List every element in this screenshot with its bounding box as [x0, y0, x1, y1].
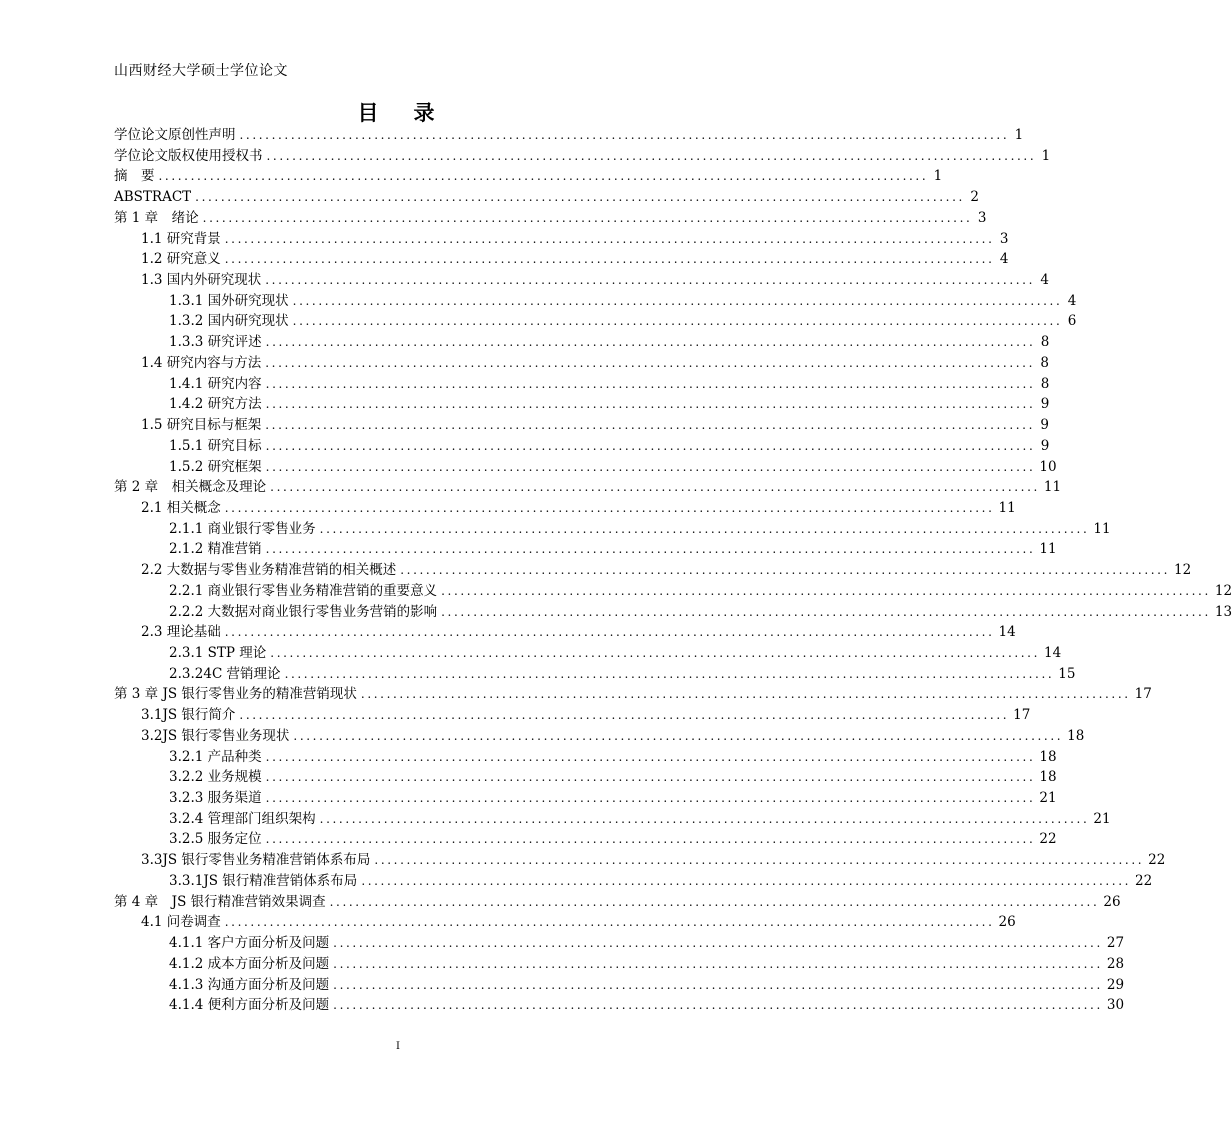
toc-dot-leader: ........................................................................................................................: [333, 956, 1103, 971]
toc-entry[interactable]: [141, 498, 1016, 519]
toc-entry-title: 1.5.2 研究框架: [169, 458, 262, 475]
toc-page-number: 4: [999, 251, 1009, 268]
toc-dot-leader: ........................................................................................................................: [292, 293, 1063, 308]
toc-entry[interactable]: [141, 415, 1049, 436]
toc-entry-title: 2.3 理论基础: [141, 624, 221, 641]
toc-page-number: 18: [1067, 727, 1085, 744]
toc-entry-title: 1.3.2 国内研究现状: [169, 313, 289, 330]
toc-entry-title: 4.1 问卷调查: [141, 914, 221, 931]
toc-entry-title: 2.1.2 精准营销: [169, 541, 262, 558]
toc-dot-leader: ........................................................................................................................: [265, 355, 1035, 370]
toc-entry[interactable]: [169, 788, 1057, 809]
toc-dot-leader: ........................................................................................................................: [265, 397, 1036, 412]
toc-entry-title: 1.1 研究背景: [141, 230, 221, 247]
toc-page-number: 9: [1040, 396, 1050, 413]
toc-dot-leader: ........................................................................................................................: [265, 832, 1036, 847]
toc-entry[interactable]: [169, 539, 1057, 560]
toc-page-number: 21: [1093, 810, 1111, 827]
toc-entry-title: 2.2.2 大数据对商业银行零售业务营销的影响: [169, 603, 438, 620]
toc-page-number: 1: [933, 168, 943, 185]
toc-entry-title: 3.2JS 银行零售业务现状: [141, 727, 290, 744]
toc-entry-title: 2.2.1 商业银行零售业务精准营销的重要意义: [169, 582, 438, 599]
toc-dot-leader: ........................................................................................................................: [319, 811, 1090, 826]
toc-entry[interactable]: [141, 249, 1009, 270]
toc-entry[interactable]: [169, 457, 1057, 478]
toc-entry[interactable]: [169, 954, 1125, 975]
toc-page-number: 18: [1039, 748, 1057, 765]
toc-page-number: 14: [998, 624, 1016, 641]
toc-dot-leader: ........................................................................................................................: [270, 480, 1040, 495]
toc-entry-title: 3.2.2 业务规模: [169, 769, 262, 786]
toc-page-number: 17: [1134, 686, 1152, 703]
toc-entry-title: 学位论文版权使用授权书: [114, 147, 263, 164]
toc-page-number: 14: [1044, 645, 1062, 661]
toc-entry[interactable]: [141, 622, 1016, 643]
toc-entry[interactable]: [169, 519, 1111, 540]
toc-entry[interactable]: [141, 270, 1049, 291]
toc-entry[interactable]: [114, 477, 1062, 498]
page-number-footer: I: [396, 1041, 400, 1052]
toc-entry-title: 1.5 研究目标与框架: [141, 417, 262, 434]
toc-entry-title: 2.3.1 STP 理论: [169, 645, 267, 661]
toc-page-number: 22: [1039, 831, 1057, 848]
toc-entry[interactable]: [169, 829, 1057, 850]
toc-page-number: 28: [1106, 955, 1125, 972]
toc-entry[interactable]: [169, 664, 1076, 685]
toc-dot-leader: ........................................................................................................................: [441, 604, 1211, 619]
toc-dot-leader: ........................................................................................................................: [266, 148, 1037, 163]
toc-page-number: 8: [1040, 375, 1050, 392]
toc-entry-title: 3.2.1 产品种类: [169, 748, 262, 765]
toc-entry-title: 4.1.3 沟通方面分析及问题: [169, 976, 330, 993]
toc-page-number: 4: [1067, 292, 1077, 309]
toc-page-number: 15: [1058, 665, 1076, 682]
toc-entry-title: 4.1.1 客户方面分析及问题: [169, 935, 330, 952]
toc-entry[interactable]: [169, 374, 1050, 395]
toc-entry[interactable]: [141, 726, 1085, 747]
toc-entry[interactable]: [114, 125, 1024, 146]
toc-entry-title: 第 4 章 JS 银行精准营销效果调查: [114, 893, 326, 910]
toc-entry-title: 3.2.3 服务渠道: [169, 790, 262, 807]
toc-entry[interactable]: [141, 353, 1049, 374]
toc-entry[interactable]: [169, 747, 1057, 768]
toc-entry-title: 2.2 大数据与零售业务精准营销的相关概述: [141, 562, 397, 579]
toc-page-number: 4: [1040, 272, 1049, 289]
toc-page-number: 12: [1174, 562, 1192, 579]
toc-dot-leader: ........................................................................................................................: [270, 646, 1041, 660]
toc-entry[interactable]: [169, 332, 1050, 353]
toc-dot-leader: ........................................................................................................................: [265, 376, 1036, 391]
toc-page-number: 1: [1041, 147, 1051, 164]
toc-dot-leader: ........................................................................................................................: [224, 500, 995, 515]
toc-dot-leader: ........................................................................................................................: [265, 749, 1036, 764]
toc-page-number: 11: [1093, 520, 1111, 537]
toc-entry-title: 第 1 章 绪论: [114, 209, 199, 226]
toc-entry-title: 1.3.1 国外研究现状: [169, 292, 289, 309]
toc-entry[interactable]: [169, 291, 1077, 312]
toc-entry-title: 3.1JS 银行简介: [141, 707, 236, 724]
toc-entry[interactable]: [141, 850, 1166, 871]
toc-dot-leader: ........................................................................................................................: [224, 625, 995, 640]
toc-entry[interactable]: [169, 809, 1111, 830]
toc-dot-leader: ........................................................................................................................: [202, 210, 973, 225]
toc-dot-leader: ........................................................................................................................: [360, 687, 1131, 702]
toc-page-number: 18: [1039, 769, 1057, 786]
toc-entry[interactable]: [114, 187, 979, 208]
toc-entry-title: 2.1.1 商业银行零售业务: [169, 520, 316, 537]
toc-entry[interactable]: [114, 208, 987, 229]
toc-entry-title: 3.2.5 服务定位: [169, 831, 262, 848]
toc-dot-leader: ........................................................................................................................: [239, 708, 1010, 723]
toc-entry[interactable]: [114, 684, 1152, 705]
toc-entry-title: 3.3JS 银行零售业务精准营销体系布局: [141, 852, 371, 869]
toc-dot-leader: ........................................................................................................................: [265, 791, 1036, 806]
toc-dot-leader: ........................................................................................................................: [293, 728, 1064, 743]
toc-entry[interactable]: [141, 705, 1031, 726]
toc-page-number: 22: [1148, 852, 1166, 869]
toc-entry-title: 1.3 国内外研究现状: [141, 272, 262, 289]
toc-entry-title: 4.1.2 成本方面分析及问题: [169, 955, 330, 972]
toc-page-number: 26: [998, 914, 1016, 931]
toc-dot-leader: ........................................................................................................................: [319, 521, 1090, 536]
toc-entry-title: 1.2 研究意义: [141, 251, 221, 268]
title-char-1: 目: [357, 100, 380, 125]
toc-page-number: 8: [1040, 354, 1049, 371]
toc-page-number: 26: [1103, 893, 1121, 910]
toc-entry-title: 2.1 相关概念: [141, 499, 221, 516]
toc-dot-leader: ........................................................................................................................: [265, 438, 1036, 453]
toc-entry-title: 第 2 章 相关概念及理论: [114, 479, 267, 496]
toc-entry[interactable]: [169, 581, 1232, 602]
running-header: 山西财经大学硕士学位论文: [114, 63, 288, 79]
toc-entry-title: 4.1.4 便利方面分析及问题: [169, 997, 330, 1014]
toc-entry[interactable]: [169, 643, 1062, 664]
toc-dot-leader: ........................................................................................................................: [265, 770, 1036, 785]
toc-entry[interactable]: [114, 166, 943, 187]
title-char-2: 录: [413, 100, 436, 125]
toc-entry[interactable]: [169, 995, 1125, 1016]
toc-dot-leader: ........................................................................................................................: [361, 873, 1132, 888]
toc-dot-leader: ........................................................................................................................: [400, 563, 1170, 578]
toc-dot-leader: ........................................................................................................................: [333, 936, 1103, 951]
page-title: [0, 97, 793, 127]
toc-page-number: 10: [1039, 458, 1057, 475]
toc-dot-leader: ........................................................................................................................: [284, 666, 1055, 681]
toc-entry-title: 1.4.2 研究方法: [169, 396, 262, 413]
toc-entry[interactable]: [169, 933, 1125, 954]
toc-page-number: 6: [1067, 313, 1077, 330]
toc-dot-leader: ........................................................................................................................: [329, 894, 1100, 909]
toc-entry[interactable]: [169, 436, 1050, 457]
toc-page-number: 13: [1214, 603, 1232, 620]
toc-entry[interactable]: [114, 892, 1121, 913]
toc-dot-leader: ........................................................................................................................: [265, 335, 1036, 350]
toc-page-number: 8: [1040, 334, 1050, 351]
toc-entry[interactable]: [141, 560, 1192, 581]
toc-entry[interactable]: [169, 975, 1125, 996]
toc-page-number: 9: [1040, 437, 1050, 454]
toc-entry-title: 1.5.1 研究目标: [169, 437, 262, 454]
toc-dot-leader: ........................................................................................................................: [158, 169, 929, 184]
toc-entry[interactable]: [169, 767, 1057, 788]
toc-dot-leader: ........................................................................................................................: [333, 977, 1103, 992]
toc-page-number: 11: [998, 499, 1016, 516]
toc-entry[interactable]: [141, 229, 1009, 250]
toc-dot-leader: ........................................................................................................................: [333, 998, 1103, 1013]
toc-page-number: 12: [1214, 582, 1232, 599]
toc-entry-title: ABSTRACT: [114, 189, 192, 206]
toc-page-number: 3: [977, 209, 987, 226]
toc-dot-leader: ........................................................................................................................: [195, 190, 965, 205]
toc-entry-title: 第 3 章 JS 银行零售业务的精准营销现状: [114, 686, 357, 703]
toc-page-number: 27: [1106, 935, 1125, 952]
toc-page-number: 9: [1040, 417, 1049, 434]
toc-entry-title: 2.3.24C 营销理论: [169, 665, 281, 682]
toc-entry-title: 摘 要: [114, 168, 155, 185]
toc-page-number: 1: [1014, 127, 1024, 143]
toc-page-number: 2: [970, 189, 979, 206]
toc-page-number: 21: [1039, 790, 1057, 807]
toc-entry[interactable]: [114, 146, 1051, 167]
toc-dot-leader: ........................................................................................................................: [224, 915, 995, 930]
toc-page-number: 30: [1106, 997, 1125, 1014]
toc-entry-title: 3.2.4 管理部门组织架构: [169, 810, 316, 827]
toc-dot-leader: ........................................................................................................................: [441, 583, 1211, 598]
toc-page-number: 17: [1013, 707, 1031, 724]
toc-entry-title: 3.3.1JS 银行精准营销体系布局: [169, 872, 358, 889]
toc-entry[interactable]: [169, 602, 1232, 623]
toc-dot-leader: ........................................................................................................................: [265, 418, 1035, 433]
toc-page-number: 11: [1039, 541, 1057, 558]
toc-entry-title: 1.4.1 研究内容: [169, 375, 262, 392]
toc-dot-leader: ........................................................................................................................: [265, 273, 1035, 288]
toc-dot-leader: ........................................................................................................................: [265, 459, 1036, 474]
toc-dot-leader: ........................................................................................................................: [374, 853, 1145, 868]
toc-entry[interactable]: [141, 912, 1016, 933]
toc-page-number: 22: [1135, 872, 1153, 889]
toc-entry-title: 学位论文原创性声明: [114, 127, 236, 143]
toc-entry-title: 1.3.3 研究评述: [169, 334, 262, 351]
toc-dot-leader: ........................................................................................................................: [292, 314, 1063, 329]
toc-entry[interactable]: [169, 394, 1050, 415]
toc-entry[interactable]: [169, 871, 1153, 892]
toc-dot-leader: ........................................................................................................................: [224, 231, 995, 246]
toc-entry[interactable]: [169, 311, 1077, 332]
toc-dot-leader: ........................................................................................................................: [224, 252, 995, 267]
toc-page-number: 11: [1043, 479, 1062, 496]
toc-entry-title: 1.4 研究内容与方法: [141, 354, 262, 371]
toc-dot-leader: ........................................................................................................................: [265, 542, 1036, 557]
toc-page-number: 3: [999, 230, 1009, 247]
toc-dot-leader: ........................................................................................................................: [239, 128, 1010, 142]
toc-page-number: 29: [1106, 976, 1125, 993]
